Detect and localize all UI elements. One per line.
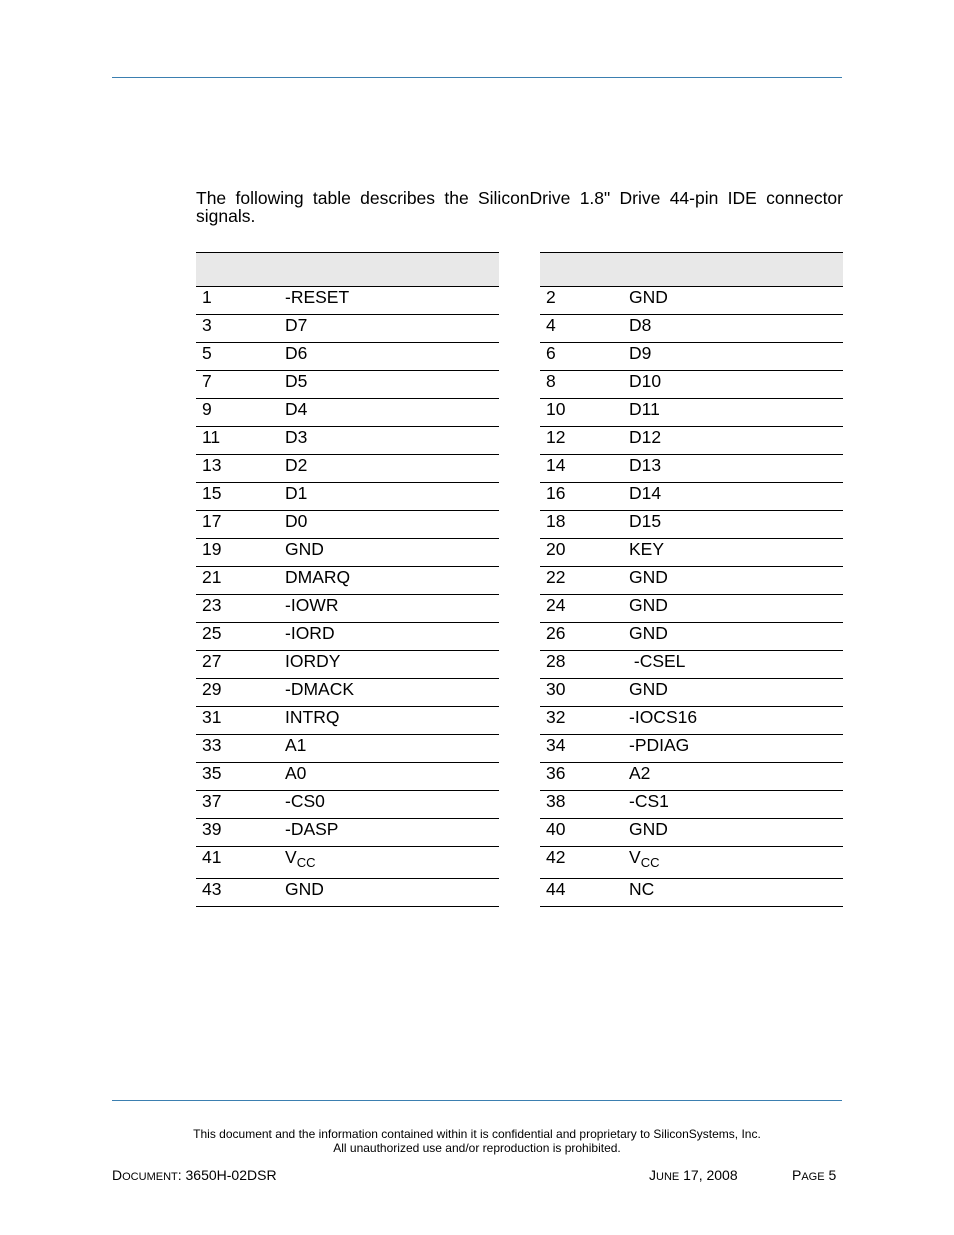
pin-number: 24 <box>540 595 623 623</box>
pin-number: 1 <box>196 287 279 315</box>
pin-number: 40 <box>540 819 623 847</box>
table-row <box>196 623 499 651</box>
table-row <box>540 343 843 371</box>
pin-number: 21 <box>196 567 279 595</box>
signal-text: D2 <box>285 455 308 475</box>
table-row <box>540 287 843 315</box>
pin-number: 18 <box>540 511 623 539</box>
pin-number: 3 <box>196 315 279 343</box>
pin-number: 22 <box>540 567 623 595</box>
table-row <box>196 879 499 907</box>
signal-text: D12 <box>629 427 662 447</box>
signal-text: -CS0 <box>285 791 325 811</box>
signal-text: D0 <box>285 511 308 531</box>
signal-name <box>623 735 843 763</box>
table-row <box>540 483 843 511</box>
signal-subscript: CC <box>640 855 660 870</box>
table-row <box>196 399 499 427</box>
pin-table-left-body <box>196 287 499 907</box>
signal-name <box>623 455 843 483</box>
signal-text: -DMACK <box>285 679 355 699</box>
table-row <box>540 595 843 623</box>
signal-text: DMARQ <box>285 567 351 587</box>
signal-name <box>279 567 499 595</box>
table-row <box>540 651 843 679</box>
signal-text: GND <box>629 595 668 615</box>
pin-number: 14 <box>540 455 623 483</box>
table-row <box>196 567 499 595</box>
signal-name <box>623 595 843 623</box>
pin-number: 36 <box>540 763 623 791</box>
signal-text: GND <box>285 879 324 899</box>
table-row <box>196 483 499 511</box>
table-row <box>196 427 499 455</box>
pin-number: 19 <box>196 539 279 567</box>
signal-name <box>623 679 843 707</box>
pin-number: 25 <box>196 623 279 651</box>
pin-number: 23 <box>196 595 279 623</box>
pin-number: 11 <box>196 427 279 455</box>
table-row <box>540 819 843 847</box>
pin-number: 2 <box>540 287 623 315</box>
footer-rule <box>112 1100 842 1101</box>
pin-number: 29 <box>196 679 279 707</box>
signal-text: V <box>285 847 297 867</box>
signal-name <box>279 707 499 735</box>
signal-name <box>623 371 843 399</box>
table-row <box>196 455 499 483</box>
pin-number: 30 <box>540 679 623 707</box>
table-row <box>196 343 499 371</box>
document-id <box>112 1167 277 1185</box>
signal-text: D9 <box>629 343 652 363</box>
table-header-row <box>540 253 843 287</box>
pin-table-right <box>540 252 843 907</box>
signal-name <box>279 623 499 651</box>
table-row <box>196 735 499 763</box>
signal-name <box>623 483 843 511</box>
signal-name <box>623 763 843 791</box>
signal-text: D13 <box>629 455 662 475</box>
signal-name <box>623 539 843 567</box>
table-row <box>540 791 843 819</box>
signal-text: A2 <box>629 763 651 783</box>
table-row <box>540 763 843 791</box>
signal-name <box>279 595 499 623</box>
pin-number: 31 <box>196 707 279 735</box>
date-value: 17, 2008 <box>679 1167 738 1183</box>
signal-name <box>279 539 499 567</box>
pin-table-left <box>196 252 499 907</box>
header-rule <box>112 77 842 78</box>
signal-text: -IORD <box>285 623 335 643</box>
pin-number: 7 <box>196 371 279 399</box>
signal-name <box>279 483 499 511</box>
notice-line-2: All unauthorized use and/or reproduction is prohibited. <box>333 1140 621 1155</box>
table-row <box>196 651 499 679</box>
table-row <box>196 679 499 707</box>
signal-text: D3 <box>285 427 308 447</box>
signal-text: -IOCS16 <box>629 707 698 727</box>
intro-paragraph: The following table describes the SiliconDrive 1.8" Drive 44-pin IDE connector signals. <box>196 188 843 226</box>
signal-name <box>279 847 499 879</box>
table-row <box>540 455 843 483</box>
pin-number: 35 <box>196 763 279 791</box>
page-initial: P <box>792 1167 802 1183</box>
signal-text: INTRQ <box>285 707 340 727</box>
document-date <box>649 1167 738 1185</box>
pin-number: 8 <box>540 371 623 399</box>
pin-number: 4 <box>540 315 623 343</box>
table-row <box>540 427 843 455</box>
table-row <box>196 847 499 879</box>
signal-text: GND <box>629 287 668 307</box>
pin-number: 15 <box>196 483 279 511</box>
table-row <box>540 511 843 539</box>
signal-name <box>279 315 499 343</box>
pin-number: 41 <box>196 847 279 879</box>
signal-text: D15 <box>629 511 662 531</box>
signal-text: D5 <box>285 371 308 391</box>
signal-text: GND <box>629 623 668 643</box>
doc-label-initial: D <box>112 1167 123 1183</box>
signal-name <box>623 343 843 371</box>
table-row <box>540 735 843 763</box>
signal-name <box>279 455 499 483</box>
signal-text: -IOWR <box>285 595 339 615</box>
pin-number: 9 <box>196 399 279 427</box>
signal-name <box>623 847 843 879</box>
signal-name <box>279 427 499 455</box>
signal-name <box>623 399 843 427</box>
signal-text: KEY <box>629 539 665 559</box>
table-row <box>196 315 499 343</box>
table-row <box>196 707 499 735</box>
signal-text: GND <box>285 539 324 559</box>
signal-name <box>279 371 499 399</box>
table-row <box>196 595 499 623</box>
signal-text: D4 <box>285 399 308 419</box>
table-row <box>540 679 843 707</box>
signal-name <box>623 791 843 819</box>
table-row <box>540 315 843 343</box>
page-number <box>792 1167 836 1185</box>
pin-number: 5 <box>196 343 279 371</box>
table-header-cell <box>540 253 843 287</box>
table-row <box>540 399 843 427</box>
table-row <box>196 791 499 819</box>
signal-name <box>623 651 843 679</box>
signal-text: GND <box>629 567 668 587</box>
table-row <box>540 567 843 595</box>
signal-text: -PDIAG <box>629 735 690 755</box>
pin-number: 43 <box>196 879 279 907</box>
pin-number: 6 <box>540 343 623 371</box>
signal-name <box>279 651 499 679</box>
signal-name <box>279 791 499 819</box>
pin-number: 42 <box>540 847 623 879</box>
signal-text: -RESET <box>285 287 350 307</box>
signal-name <box>623 511 843 539</box>
signal-name <box>623 707 843 735</box>
pin-number: 20 <box>540 539 623 567</box>
signal-name <box>623 427 843 455</box>
signal-name <box>279 399 499 427</box>
date-rest: UNE <box>656 1171 680 1183</box>
signal-name <box>623 623 843 651</box>
pin-number: 27 <box>196 651 279 679</box>
signal-text: IORDY <box>285 651 341 671</box>
signal-subscript: CC <box>296 855 316 870</box>
doc-label-rest: OCUMENT <box>122 1171 178 1183</box>
signal-text: D14 <box>629 483 662 503</box>
confidentiality-notice <box>0 1128 954 1155</box>
signal-name <box>279 287 499 315</box>
signal-name <box>279 879 499 907</box>
signal-text: -CS1 <box>629 791 669 811</box>
notice-line-1: This document and the information contained within it is confidential and proprietary to SiliconSystems, Inc. <box>193 1127 761 1141</box>
signal-text: A0 <box>285 763 307 783</box>
signal-text: D1 <box>285 483 308 503</box>
date-initial: J <box>649 1167 656 1183</box>
signal-name <box>279 819 499 847</box>
table-row <box>540 707 843 735</box>
pin-number: 13 <box>196 455 279 483</box>
pin-number: 38 <box>540 791 623 819</box>
table-row <box>540 539 843 567</box>
signal-name <box>623 819 843 847</box>
table-row <box>196 539 499 567</box>
table-row <box>540 879 843 907</box>
page-rest: AGE <box>801 1171 825 1183</box>
signal-name <box>279 763 499 791</box>
signal-text: -DASP <box>285 819 339 839</box>
signal-name <box>279 511 499 539</box>
pin-number: 26 <box>540 623 623 651</box>
signal-name <box>623 567 843 595</box>
signal-text: V <box>629 847 641 867</box>
signal-text: GND <box>629 819 668 839</box>
page-value: 5 <box>824 1167 837 1183</box>
pin-table-right-body <box>540 287 843 907</box>
table-row <box>196 511 499 539</box>
pin-number: 39 <box>196 819 279 847</box>
doc-value: : 3650H-02DSR <box>177 1167 277 1183</box>
signal-text: D10 <box>629 371 662 391</box>
signal-text: D7 <box>285 315 308 335</box>
table-row <box>196 371 499 399</box>
signal-name <box>279 343 499 371</box>
table-row <box>196 287 499 315</box>
table-header-row <box>196 253 499 287</box>
pin-number: 17 <box>196 511 279 539</box>
signal-text: D8 <box>629 315 652 335</box>
table-row <box>196 819 499 847</box>
signal-text: GND <box>629 679 668 699</box>
pin-number: 37 <box>196 791 279 819</box>
signal-text: -CSEL <box>629 651 686 671</box>
pin-number: 44 <box>540 879 623 907</box>
signal-text: D6 <box>285 343 308 363</box>
table-row <box>540 623 843 651</box>
pin-number: 10 <box>540 399 623 427</box>
pin-number: 16 <box>540 483 623 511</box>
signal-name <box>623 315 843 343</box>
signal-name <box>623 879 843 907</box>
table-row <box>196 763 499 791</box>
pin-number: 34 <box>540 735 623 763</box>
signal-text: D11 <box>629 399 660 419</box>
pin-number: 33 <box>196 735 279 763</box>
table-header-cell <box>196 253 499 287</box>
table-row <box>540 847 843 879</box>
signal-name <box>279 735 499 763</box>
signal-text: A1 <box>285 735 307 755</box>
pin-number: 28 <box>540 651 623 679</box>
table-row <box>540 371 843 399</box>
signal-text: NC <box>629 879 655 899</box>
signal-name <box>623 287 843 315</box>
pin-number: 32 <box>540 707 623 735</box>
pin-number: 12 <box>540 427 623 455</box>
signal-name <box>279 679 499 707</box>
